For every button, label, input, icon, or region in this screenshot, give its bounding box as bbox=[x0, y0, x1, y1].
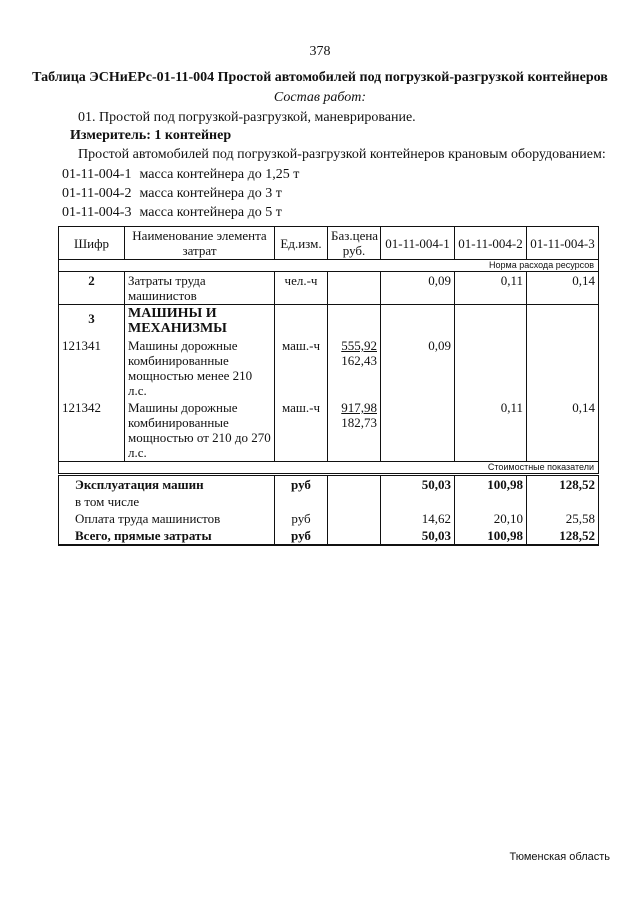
code-text: масса контейнера до 1,25 т bbox=[139, 167, 300, 182]
work-composition-heading: Состав работ: bbox=[273, 90, 367, 105]
price-top: 917,98 bbox=[341, 400, 377, 415]
code-list-item bbox=[62, 203, 299, 222]
empty-cell bbox=[275, 493, 328, 510]
cost-value-3: 25,58 bbox=[527, 510, 599, 527]
table-header-row bbox=[59, 227, 599, 260]
cost-name: в том числе bbox=[59, 493, 275, 510]
machine-code: 121342 bbox=[59, 399, 125, 462]
header-col-3: 01-11-004-3 bbox=[527, 227, 599, 260]
empty-cell bbox=[381, 493, 455, 510]
header-price: Баз.цена руб. bbox=[328, 227, 381, 260]
table-row bbox=[59, 272, 599, 305]
labor-value-3: 0,14 bbox=[527, 272, 599, 305]
table-row bbox=[59, 475, 599, 494]
empty-cell bbox=[328, 475, 381, 494]
machines-code: 3 bbox=[59, 305, 125, 338]
cost-name: Оплата труда машинистов bbox=[59, 510, 275, 527]
empty-cell bbox=[527, 493, 599, 510]
empty-cell bbox=[328, 527, 381, 545]
code-text: масса контейнера до 3 т bbox=[139, 186, 282, 201]
empty-cell bbox=[275, 305, 328, 338]
empty-cell bbox=[455, 305, 527, 338]
labor-price bbox=[328, 272, 381, 305]
machine-value-1 bbox=[381, 399, 455, 462]
header-col-1: 01-11-004-1 bbox=[381, 227, 455, 260]
code-list-item bbox=[62, 184, 299, 203]
header-code: Шифр bbox=[59, 227, 125, 260]
machine-unit: маш.-ч bbox=[275, 337, 328, 399]
cost-value-3: 128,52 bbox=[527, 475, 599, 494]
price-bottom: 162,43 bbox=[341, 353, 377, 368]
empty-cell bbox=[455, 493, 527, 510]
table-row bbox=[59, 305, 599, 338]
labor-value-1: 0,09 bbox=[381, 272, 455, 305]
cost-unit: руб bbox=[275, 527, 328, 545]
cost-value-3: 128,52 bbox=[527, 527, 599, 545]
price-bottom: 182,73 bbox=[341, 415, 377, 430]
cost-value-2: 100,98 bbox=[455, 475, 527, 494]
cost-value-1: 14,62 bbox=[381, 510, 455, 527]
machine-name: Машины дорожные комбинированные мощностью менее 210 л.с. bbox=[125, 337, 275, 399]
labor-value-2: 0,11 bbox=[455, 272, 527, 305]
norms-table bbox=[58, 226, 599, 546]
region-footer: Тюменская область bbox=[509, 851, 610, 863]
code-text: масса контейнера до 5 т bbox=[139, 205, 282, 220]
table-row bbox=[59, 337, 599, 399]
cost-unit: руб bbox=[275, 475, 328, 494]
work-description: Простой автомобилей под погрузкой-разгрузкой контейнеров крановым оборудованием: bbox=[78, 147, 606, 162]
code-id: 01-11-004-2 bbox=[62, 186, 132, 201]
price-top: 555,92 bbox=[341, 338, 377, 353]
machine-value-2 bbox=[455, 337, 527, 399]
measure-unit: Измеритель: 1 контейнер bbox=[70, 128, 232, 143]
labor-code: 2 bbox=[59, 272, 125, 305]
page-number: 378 bbox=[309, 44, 331, 59]
code-list bbox=[62, 165, 299, 222]
empty-cell bbox=[527, 305, 599, 338]
labor-unit: чел.-ч bbox=[275, 272, 328, 305]
table-row bbox=[59, 399, 599, 462]
cost-value-1: 50,03 bbox=[381, 527, 455, 545]
machine-value-2: 0,11 bbox=[455, 399, 527, 462]
work-item: 01. Простой под погрузкой-разгрузкой, маневрирование. bbox=[78, 110, 416, 125]
code-id: 01-11-004-3 bbox=[62, 205, 132, 220]
table-row bbox=[59, 527, 599, 545]
cost-value-1: 50,03 bbox=[381, 475, 455, 494]
cost-value-2: 20,10 bbox=[455, 510, 527, 527]
labor-name: Затраты труда машинистов bbox=[125, 272, 275, 305]
code-id: 01-11-004-1 bbox=[62, 167, 132, 182]
machine-price bbox=[328, 337, 381, 399]
table-title: Таблица ЭСНиЕРс-01-11-004 Простой автомобилей под погрузкой-разгрузкой контейнеров bbox=[32, 70, 608, 85]
code-list-item bbox=[62, 165, 299, 184]
section-costs-label: Стоимостные показатели bbox=[59, 462, 599, 475]
machine-name: Машины дорожные комбинированные мощностью от 210 до 270 л.с. bbox=[125, 399, 275, 462]
empty-cell bbox=[328, 510, 381, 527]
table-row bbox=[59, 493, 599, 510]
cost-unit: руб bbox=[275, 510, 328, 527]
cost-name: Всего, прямые затраты bbox=[59, 527, 275, 545]
empty-cell bbox=[381, 305, 455, 338]
machines-heading: МАШИНЫ И МЕХАНИЗМЫ bbox=[125, 305, 275, 338]
machine-code: 121341 bbox=[59, 337, 125, 399]
header-col-2: 01-11-004-2 bbox=[455, 227, 527, 260]
machine-value-1: 0,09 bbox=[381, 337, 455, 399]
machine-value-3 bbox=[527, 337, 599, 399]
header-name: Наименование элемента затрат bbox=[125, 227, 275, 260]
section-row bbox=[59, 462, 599, 475]
empty-cell bbox=[328, 493, 381, 510]
machine-price bbox=[328, 399, 381, 462]
header-unit: Ед.изм. bbox=[275, 227, 328, 260]
cost-name: Эксплуатация машин bbox=[59, 475, 275, 494]
table-row bbox=[59, 510, 599, 527]
cost-value-2: 100,98 bbox=[455, 527, 527, 545]
machine-value-3: 0,14 bbox=[527, 399, 599, 462]
machine-unit: маш.-ч bbox=[275, 399, 328, 462]
section-row bbox=[59, 260, 599, 272]
empty-cell bbox=[328, 305, 381, 338]
section-norms-label: Норма расхода ресурсов bbox=[59, 260, 599, 272]
